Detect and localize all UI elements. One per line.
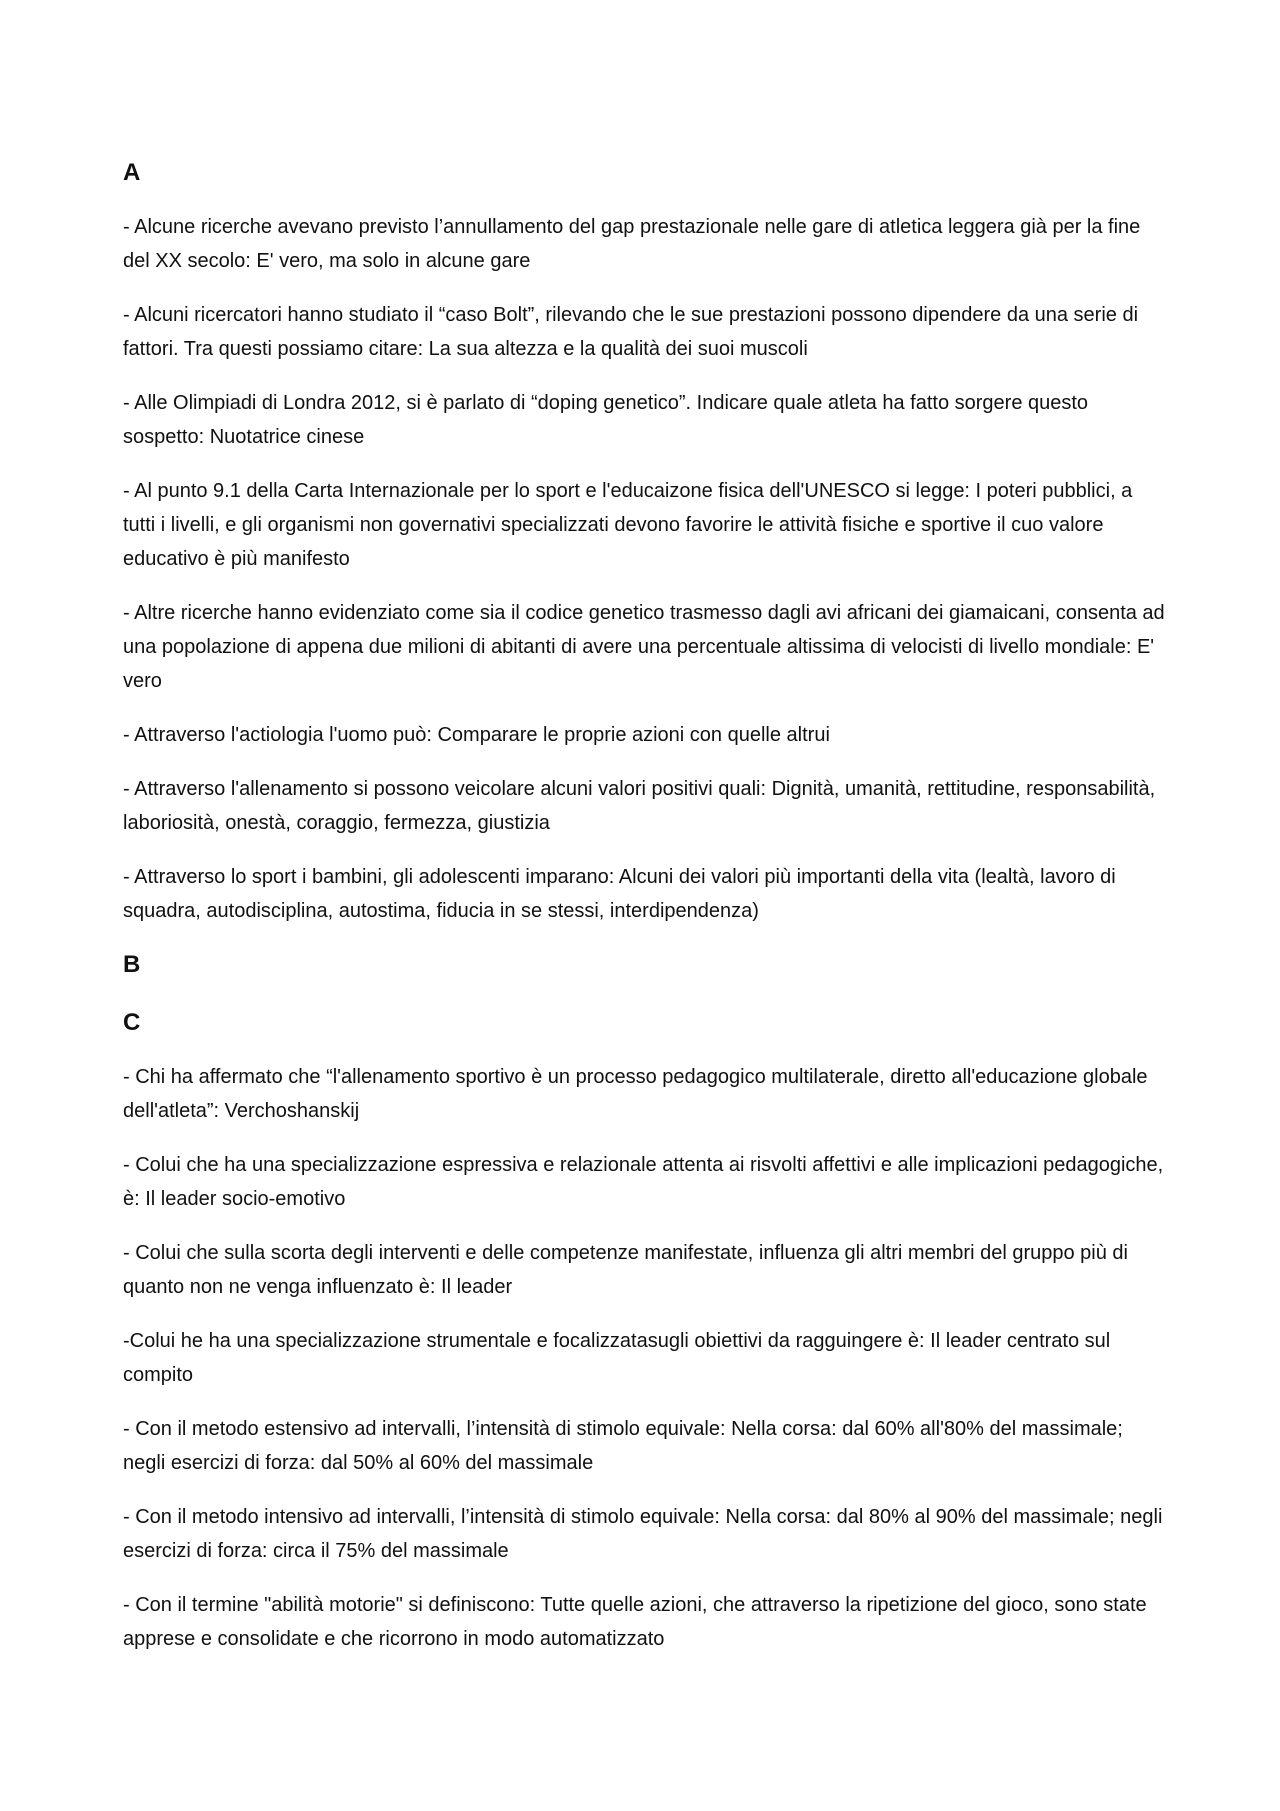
paragraph: - Colui che ha una specializzazione espressiva e relazionale attenta ai risvolti affettivi e alle implicazioni pedagogiche, è: Il leader socio-emotivo bbox=[123, 1154, 1164, 1210]
paragraph: - Attraverso l'actiologia l'uomo può: Comparare le proprie azioni con quelle altrui bbox=[123, 724, 830, 746]
section-c bbox=[123, 1060, 1168, 1656]
paragraph: - Colui che sulla scorta degli interventi e delle competenze manifestate, influenza gli altri membri del gruppo più di quanto non ne venga influenzato è: Il leader bbox=[123, 1242, 1128, 1298]
paragraph: - Altre ricerche hanno evidenziato come sia il codice genetico trasmesso dagli avi africani dei giamaicani, consenta ad una popolazione di appena due milioni di abitanti di avere una percentuale altissima di velocisti di livello mondiale: E' vero bbox=[123, 602, 1165, 692]
paragraph: - Alcune ricerche avevano previsto l’annullamento del gap prestazionale nelle gare di atletica leggera già per la fine del XX secolo: E' vero, ma solo in alcune gare bbox=[123, 216, 1141, 272]
document-page bbox=[123, 158, 1168, 1656]
paragraph: - Attraverso l'allenamento si possono veicolare alcuni valori positivi quali: Dignità, umanità, rettitudine, responsabilità, laboriosità, onestà, coraggio, fermezza, giustizia bbox=[123, 778, 1156, 834]
section-heading-c: C bbox=[123, 1009, 141, 1036]
paragraph: - Con il metodo estensivo ad intervalli, l’intensità di stimolo equivale: Nella corsa: dal 60% all'80% del massimale; negli esercizi di forza: dal 50% al 60% del massimale bbox=[123, 1418, 1123, 1474]
paragraph: -Colui he ha una specializzazione strumentale e focalizzatasugli obiettivi da ragguingere è: Il leader centrato sul compito bbox=[123, 1330, 1111, 1386]
section-heading-b: B bbox=[123, 951, 141, 978]
section-a bbox=[123, 210, 1168, 928]
paragraph: - Alle Olimpiadi di Londra 2012, si è parlato di “doping genetico”. Indicare quale atleta ha fatto sorgere questo sospetto: Nuotatrice cinese bbox=[123, 392, 1089, 448]
paragraph: - Con il metodo intensivo ad intervalli, l’intensità di stimolo equivale: Nella corsa: dal 80% al 90% del massimale; negli esercizi di forza: circa il 75% del massimale bbox=[123, 1506, 1163, 1562]
section-heading-a: A bbox=[123, 159, 141, 186]
paragraph: - Al punto 9.1 della Carta Internazionale per lo sport e l'educaizone fisica dell'UNESCO si legge: I poteri pubblici, a tutti i livelli, e gli organismi non governativi specializzati devono favorire le attività fisiche e sportive il cuo valore educativo è più manifesto bbox=[123, 480, 1133, 570]
paragraph: - Alcuni ricercatori hanno studiato il “caso Bolt”, rilevando che le sue prestazioni possono dipendere da una serie di fattori. Tra questi possiamo citare: La sua altezza e la qualità dei suoi muscoli bbox=[123, 304, 1139, 360]
paragraph: - Attraverso lo sport i bambini, gli adolescenti imparano: Alcuni dei valori più importanti della vita (lealtà, lavoro di squadra, autodisciplina, autostima, fiducia in se stessi, interdipendenza) bbox=[123, 866, 1116, 922]
paragraph: - Chi ha affermato che “l'allenamento sportivo è un processo pedagogico multilaterale, diretto all'educazione globale dell'atleta”: Verchoshanskij bbox=[123, 1066, 1148, 1122]
paragraph: - Con il termine "abilità motorie" si definiscono: Tutte quelle azioni, che attraverso la ripetizione del gioco, sono state apprese e consolidate e che ricorrono in modo automatizzato bbox=[123, 1594, 1147, 1650]
